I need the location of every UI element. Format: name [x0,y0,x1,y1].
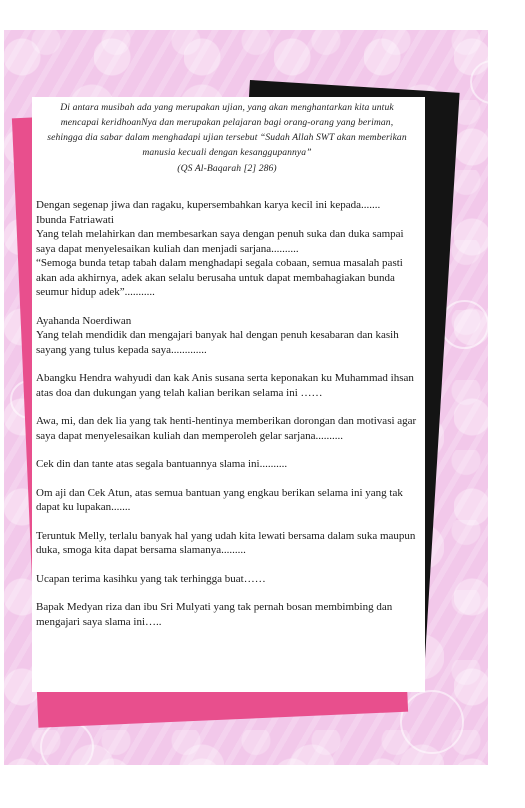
father-block [36,314,422,358]
verse-text: Di antara musibah ada yang merupakan ujian, yang akan menghantarkan kita untuk mencapai keridhoanNya dan merupakan pelajaran bagi orang-orang yang beriman, sehingga dia sabar dalam menghadapi ujian tersebut “Sudah Allah SWT akan memberikan manusia kecuali dengan kesanggupannya” [47,102,407,158]
dedication-paragraph: Teruntuk Melly, terlalu banyak hal yang udah kita lewati bersama dalam suka maupun duka, smoga kita dapat bersama slamanya......... [36,529,416,556]
dedication-paragraph: Ucapan terima kasihku yang tak terhingga buat…… [36,572,266,585]
intro-line: Dengan segenap jiwa dan ragaku, kupersembahkan karya kecil ini kepada....... [36,199,381,211]
dedication-paragraph: Abangku Hendra wahyudi dan kak Anis susana serta keponakan ku Muhammad ihsan atas doa dan dukungan yang telah kalian berikan selama ini …… [36,372,414,399]
decorative-swirl [40,720,94,774]
mother-text: Yang telah melahirkan dan membesarkan saya dengan penuh suka dan duka sampai saya dapat menyelesaikan kuliah dan menjadi sarjana.......... [36,228,404,255]
verse-source: (QS Al-Baqarah [2] 286) [177,163,277,174]
dedication-paragraph: Awa, mi, dan dek lia yang tak henti-hentinya memberikan dorongan dan motivasi agar saya dapat menyelesaikan kuliah dan memperoleh gelar sarjana.......... [36,415,417,442]
mother-name: Ibunda Fatriawati [36,213,114,226]
decorative-swirl [440,300,489,349]
dedication-content [36,198,422,643]
father-name: Ayahanda Noerdiwan [36,314,132,327]
mother-block [36,213,422,300]
quran-verse [46,100,408,176]
dedication-paragraph: Bapak Medyan riza dan ibu Sri Mulyati yang tak pernah bosan membimbing dan mengajari saya slama ini….. [36,601,393,628]
dedication-paragraph: Om aji dan Cek Atun, atas semua bantuan yang engkau berikan selama ini yang tak dapat ku lupakan....... [36,486,403,513]
decorative-swirl [400,690,464,754]
dedication-paragraph: Cek din dan tante atas segala bantuannya slama ini.......... [36,458,288,470]
father-text: Yang telah mendidik dan mengajari banyak hal dengan penuh kesabaran dan kasih sayang yang tulus kepada saya............. [36,329,399,356]
decorative-swirl [470,60,514,104]
mother-quote: “Semoga bunda tetap tabah dalam menghadapi segala cobaan, semua masalah pasti akan ada akhirnya, adek akan selalu berusaha untuk dapat membahagiakan bunda seumur hidup adek”........... [36,257,403,298]
